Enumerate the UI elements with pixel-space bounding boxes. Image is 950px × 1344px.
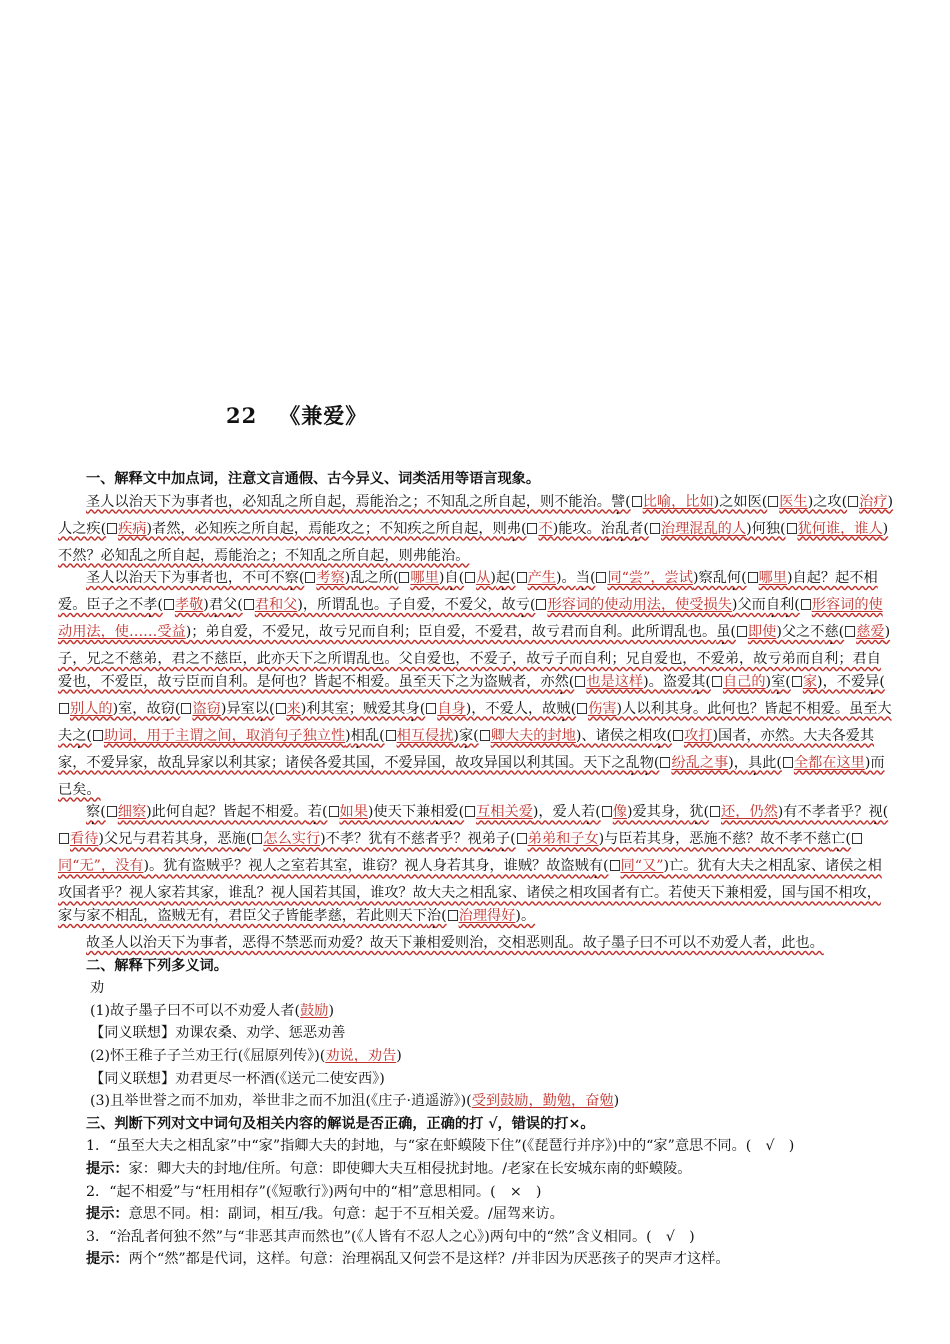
lesson-title: 《兼爱》: [279, 403, 368, 428]
lesson-number: 22: [226, 403, 258, 428]
section-2-heading: 二、解释下列多义词。: [86, 957, 228, 974]
passage-segment: (: [419, 700, 426, 717]
answer-box: [650, 523, 660, 534]
answer-box: [632, 496, 642, 507]
dotted-word: 何: [726, 570, 742, 587]
passage-segment: ): [765, 673, 772, 690]
passage-segment: (: [589, 570, 596, 587]
dotted-word: 犹: [689, 804, 704, 821]
passage-segment: (: [705, 673, 711, 690]
answer-box: [577, 703, 587, 714]
passage-segment: )自起？起不相爱。臣子之不: [58, 570, 878, 614]
passage-segment: )之如医(: [713, 493, 768, 510]
answer-box: [852, 833, 862, 844]
dotted-word: 乱物: [625, 754, 654, 771]
passage-segment: (: [321, 804, 328, 821]
answer-box: [465, 572, 475, 583]
answer-box: [517, 833, 527, 844]
passage-segment: (: [268, 700, 275, 717]
passage-segment: )、诸侯之相: [575, 727, 653, 744]
polysemy-item-2: (2)怀王稚子子兰劝王行(《屈原列传》)(劝说，劝告): [90, 1047, 402, 1064]
answer: 伤害: [588, 700, 617, 717]
dotted-word: 贼: [556, 700, 571, 717]
answer-box: [768, 496, 778, 507]
passage-segment: (: [510, 831, 516, 848]
passage-segment: )者然，必知疾之所自起，焉能攻之；不知疾之所自起，则: [146, 520, 507, 537]
passage-segment: )有不孝者乎？: [777, 804, 869, 821]
judgment-hint-1: 提示：家：卿大夫的封地/住所。句意：即使卿大夫互相侵扰封地。/老家在长安城东南的虾蟆陵。: [86, 1160, 692, 1177]
dotted-word: 察: [86, 804, 101, 821]
passage-segment: )而已矣。: [58, 754, 885, 798]
passage-paragraph-2: [58, 567, 894, 801]
answer: 君和父: [254, 597, 298, 614]
association-note-1: 【同义联想】劝课农桑、劝学、惩恶劝善: [90, 1025, 346, 1042]
passage-segment: )人以利其身。此何也？皆起不相爱。虽至大夫: [58, 700, 892, 744]
passage-segment: (: [643, 520, 649, 537]
answer-box: [787, 523, 797, 534]
answer: 医生: [779, 493, 808, 510]
passage-segment: (: [603, 858, 609, 875]
judgment-question-1: 1．“虽至大夫之相乱家”中“家”指卿大夫的封地，与“家在虾蟆陵下住”(《琵琶行并序》)中的“家”意思不同。( √ ): [86, 1138, 795, 1155]
answer: 形容词的使动用法，使……受益: [58, 597, 883, 641]
passage-text: [58, 570, 892, 798]
passage-segment: (: [666, 727, 673, 744]
passage-segment: (: [741, 570, 747, 587]
passage-segment: )；弟自爱，不爱兄，故亏兄而自利；臣自爱，不爱君，故亏君而自利。此所谓乱也。: [185, 624, 717, 641]
answer: 相互侵扰: [396, 727, 454, 744]
answer: 自身: [437, 700, 466, 717]
answer-box: [801, 599, 811, 610]
answer-box: [610, 860, 620, 871]
passage-segment: 圣人以治天下为事者也，不可不: [86, 570, 285, 587]
passage-segment: )爱其身，: [626, 804, 690, 821]
answer-box: [712, 676, 722, 687]
passage-segment: (: [529, 597, 536, 614]
passage-segment: (: [570, 700, 577, 717]
passage-segment: )与臣若其身，恶施不慈？故不孝不慈: [598, 831, 832, 848]
dotted-word: 若: [581, 804, 596, 821]
passage-segment: )此何自起？皆起不相爱。: [146, 804, 308, 821]
answer: 看待: [70, 831, 99, 848]
dotted-word: 室: [771, 673, 786, 690]
answer: 互相关爱: [476, 804, 533, 821]
answer-box: [448, 910, 458, 921]
dotted-word: 察: [284, 570, 299, 587]
answer: 同“无”，没有: [58, 858, 144, 875]
answer-box: [527, 523, 537, 534]
passage-segment: )。盗爱: [643, 673, 692, 690]
passage-paragraph-1: [58, 491, 894, 568]
passage-segment: )能攻。: [552, 520, 601, 537]
dotted-word: 窃: [160, 700, 175, 717]
passage-segment: (: [703, 804, 709, 821]
answer-box: [660, 757, 670, 768]
answer-box: [329, 806, 339, 817]
passage-paragraph-3: [58, 801, 894, 932]
passage-segment: )亡。犹有大夫之相乱家、诸侯之相攻国者乎？视人家若其家，谁乱？视人国若其国，谁攻？故大夫之相乱家、诸侯之相攻国者有亡。若使天下兼相爱，国与国不相攻，家与家不相乱，盗贼无有，君臣父子皆能孝慈，若此则天下: [58, 858, 882, 924]
answer: 哪里: [758, 570, 787, 587]
answer: 纷乱之事: [671, 754, 729, 771]
passage-segment: )不孝？犹有不慈者乎？视: [320, 831, 482, 848]
answer-box: [164, 599, 174, 610]
dotted-word: 施: [231, 831, 246, 848]
answer-box: [737, 626, 747, 637]
answer: 治理混乱的人: [660, 520, 747, 537]
answer: 全都在这里: [793, 754, 865, 771]
answer: 细察: [117, 804, 147, 821]
dotted-word: 相: [350, 727, 365, 744]
answer: 助词，用于主谓之间，取消句子独立性: [103, 727, 346, 744]
passage-text: [58, 804, 888, 924]
answer-box: [59, 703, 69, 714]
passage-segment: 此(: [762, 754, 782, 771]
answer: 弟弟和子女: [527, 831, 599, 848]
passage-segment: (: [730, 624, 736, 641]
passage-segment: (: [473, 727, 479, 744]
answer: 不: [538, 520, 553, 537]
passage-segment: (: [625, 493, 631, 510]
answer-box: [465, 806, 475, 817]
answer-box: [602, 806, 612, 817]
passage-segment: (: [520, 520, 527, 537]
passage-segment: )子，兄之不慈弟，君之不慈臣，此亦天下之所谓乱也。父自爱也，不爱子，故亏子而自利；兄自爱也，不爱弟，故亏弟而自利；君自爱也，不爱臣，故亏臣而自利。是何也？皆起不相爱。虽至天下之为盗贼者，亦: [58, 624, 891, 690]
passage-segment: (: [838, 624, 845, 641]
dotted-word: 其: [691, 673, 706, 690]
answer: 从: [476, 570, 491, 587]
passage-segment: )父而: [731, 597, 766, 614]
passage-segment: (: [441, 907, 447, 924]
passage-segment: ): [490, 570, 496, 587]
answer: 同“又”: [620, 858, 664, 875]
dotted-word: 异: [865, 673, 880, 690]
passage-segment: )。: [556, 570, 576, 587]
answer: 慈爱: [856, 624, 885, 641]
answer: 同“尝”，尝试: [607, 570, 693, 587]
answer: 产生: [527, 570, 556, 587]
passage-segment: (: [298, 570, 305, 587]
answer: 孝敬: [174, 597, 204, 614]
dotted-word: 自: [444, 570, 459, 587]
answer: 犹何谁，谁人: [797, 520, 883, 537]
passage-segment: ): [345, 727, 351, 744]
dotted-word: 有: [588, 858, 604, 875]
answer-box: [399, 572, 409, 583]
passage-segment: )异室: [220, 700, 255, 717]
passage-segment: )不然？必知乱之所自起，焉能治之；不知乱之所自起，则弗能治。: [58, 520, 889, 564]
dotted-word: 相爱: [430, 804, 459, 821]
answer-box: [252, 833, 262, 844]
passage-segment: (: [879, 673, 885, 690]
answer-box: [93, 730, 103, 741]
answer-box: [59, 833, 69, 844]
passage-segment: )乱之所(: [344, 570, 399, 587]
answer: 受到鼓励，勤勉，奋勉: [471, 1093, 614, 1110]
answer-box: [783, 757, 793, 768]
dotted-word: 家: [458, 727, 474, 744]
answer: 攻打: [684, 727, 713, 744]
passage-segment: (: [510, 570, 516, 587]
dotted-word: 攻: [652, 727, 667, 744]
dotted-word: 君父: [208, 597, 238, 614]
page-title: [226, 400, 367, 430]
dotted-word: 弟子: [481, 831, 511, 848]
answer-box: [710, 806, 720, 817]
passage-segment: )人之疾(: [58, 493, 894, 537]
answer-box: [244, 599, 254, 610]
passage-segment: (: [86, 727, 92, 744]
answer-box: [596, 572, 606, 583]
answer-box: [426, 703, 436, 714]
answer-box: [845, 626, 855, 637]
answer: 自己的: [722, 673, 766, 690]
answer: 盗窃: [192, 700, 221, 717]
content: [58, 468, 894, 1271]
answer: 家: [802, 673, 818, 690]
answer-box: [386, 730, 396, 741]
association-note-2: 【同义联想】劝君更尽一杯酒(《送元二使安西》): [90, 1070, 385, 1087]
passage-segment: 乱(: [364, 727, 385, 744]
polysemy-word: 劝: [90, 980, 105, 997]
answer: 比喻，比如: [642, 493, 714, 510]
answer-box: [480, 730, 490, 741]
answer: 还，仍然: [721, 804, 778, 821]
passage-segment: )，所谓乱也。子自爱，不爱父，故: [297, 597, 516, 614]
passage-segment: (: [845, 831, 851, 848]
answer-box: [517, 572, 527, 583]
passage-segment: )利其室；贼爱其: [300, 700, 406, 717]
dotted-word: 治: [426, 907, 442, 924]
judgment-question-2: 2．“起不相爱”与“枉用相存”(《短歌行》)两句中的“相”意思相同。( × ): [86, 1183, 542, 1200]
dotted-word: 亡: [831, 831, 846, 848]
passage-segment: )，爱人: [532, 804, 581, 821]
dotted-word: 若: [307, 804, 322, 821]
dotted-word: 起: [495, 570, 511, 587]
answer-box: [305, 572, 315, 583]
passage-segment: ): [438, 570, 445, 587]
dotted-word: 治乱者: [600, 520, 644, 537]
answer: 也是这样: [586, 673, 644, 690]
answer-box: [536, 599, 546, 610]
answer: 劝说，劝告: [325, 1047, 397, 1064]
passage-segment: (: [653, 754, 660, 771]
answer: 治疗: [859, 493, 888, 510]
polysemy-item-3: (3)且举世誉之而不加劝，举世非之而不加沮(《庄子·逍遥游》)(受到鼓励，勤勉，奋勉): [90, 1093, 620, 1110]
answer-box: [748, 572, 758, 583]
passage-text: [58, 494, 893, 564]
answer: 治理得好: [458, 907, 516, 924]
dotted-word: 以: [254, 700, 269, 717]
answer: 形容词的使动用法，使受损失: [547, 597, 732, 614]
answer: 怎么实行: [263, 831, 321, 848]
answer-box: [107, 523, 117, 534]
judgment-hint-2: 提示：意思不同。相：副词，相互/我。句意：起于不互相关爱。/屈驾来访。: [86, 1206, 564, 1223]
judgment-question-3: 3．“治乱者何独不然”与“非恶其声而然也”(《人皆有不忍人之心》)两句中的“然”含义相同。( √ ): [86, 1228, 695, 1245]
dotted-word: 之: [72, 727, 87, 744]
answer: 考察: [316, 570, 345, 587]
polysemy-item-1: (1)故子墨子曰不可以不劝爱人者(鼓励): [90, 1002, 335, 1019]
answer: 即使: [747, 624, 777, 641]
passage-segment: )父兄与君若其身，恶: [98, 831, 232, 848]
passage-segment: )国者，亦然。大夫各爱其家，不爱异家，故乱异家以利其家；诸侯各爱其国，不爱异国，故攻异国以利其国。天下之: [58, 727, 875, 771]
passage-segment: )，不爱: [817, 673, 866, 690]
answer: 别人的: [70, 700, 113, 717]
answer-box: [575, 676, 585, 687]
passage-segment: )父之不: [776, 624, 825, 641]
passage-segment: (: [794, 597, 800, 614]
passage-segment: (: [458, 570, 465, 587]
judgment-hint-3: 提示：两个“然”都是代词，这样。句意：治理祸乱又何尝不是这样？/并非因为厌恶孩子的哭声才这样。: [86, 1251, 730, 1268]
dotted-word: 孝: [143, 597, 158, 614]
passage-segment: )。犹有盗贼乎？视人之室若其室，谁窃？视人身若其身，谁贼？故盗贼: [143, 858, 589, 875]
answer-box: [673, 730, 683, 741]
passage-segment: )室，故: [112, 700, 161, 717]
passage-segment: (: [174, 700, 181, 717]
dotted-word: 虽: [716, 624, 731, 641]
answer: 卿大夫的封地: [490, 727, 576, 744]
dotted-word: 身: [405, 700, 420, 717]
answer-box: [792, 676, 802, 687]
passage-segment: )之攻(: [807, 493, 848, 510]
passage-segment: )使天下兼: [367, 804, 431, 821]
passage-segment: )。: [515, 907, 536, 924]
dotted-word: 然: [554, 673, 569, 690]
dotted-word: 具: [747, 754, 763, 771]
dotted-word: 弗: [506, 520, 521, 537]
passage-segment: (: [237, 597, 243, 614]
passage-segment: )，不爱人，故: [465, 700, 557, 717]
passage-segment: )察乱: [692, 570, 727, 587]
passage-segment: (: [458, 804, 465, 821]
section-1-heading: 一、解释文中加点词，注意文言通假、古今异义、词类活用等语言现象。: [86, 471, 541, 487]
passage-segment: (: [568, 673, 575, 690]
dotted-word: 慈: [824, 624, 839, 641]
answer: 像: [612, 804, 627, 821]
section-3-heading: 三、判断下列对文中词句及相关内容的解说是否正确，正确的打 √，错误的打×。: [86, 1115, 595, 1132]
passage-segment: (: [245, 831, 252, 848]
answer: 鼓励: [300, 1002, 329, 1019]
passage-segment: (: [882, 804, 889, 821]
passage-paragraph-4: 故圣人以治天下为事者，恶得不禁恶而劝爱？故天下兼相爱则治，交相恶则乱。故子墨子曰不可以不劝爱人者，此也。: [86, 934, 824, 951]
passage-segment: (: [100, 804, 106, 821]
answer-box: [276, 703, 286, 714]
dotted-word: 自利: [765, 597, 795, 614]
answer: 如果: [339, 804, 368, 821]
passage-segment: )何独(: [746, 520, 786, 537]
answer: 哪里: [410, 570, 439, 587]
passage-segment: (: [157, 597, 163, 614]
dotted-word: 亏: [515, 597, 530, 614]
passage-segment: (: [595, 804, 601, 821]
answer: 疾病: [118, 520, 147, 537]
passage-segment: ): [203, 597, 209, 614]
passage-segment: 圣人以治天下为事者也，必知乱之所自起，焉能治之；不知乱之所自起，则不能治。: [86, 493, 611, 510]
answer-box: [181, 703, 191, 714]
answer-box: [107, 806, 117, 817]
answer-box: [848, 496, 858, 507]
passage-segment: ): [453, 727, 459, 744]
dotted-word: 当: [575, 570, 590, 587]
answer: 来: [286, 700, 301, 717]
passage-segment: (: [785, 673, 791, 690]
dotted-word: 譬: [610, 493, 626, 510]
passage-segment: )，: [728, 754, 748, 771]
dotted-word: 视: [868, 804, 883, 821]
